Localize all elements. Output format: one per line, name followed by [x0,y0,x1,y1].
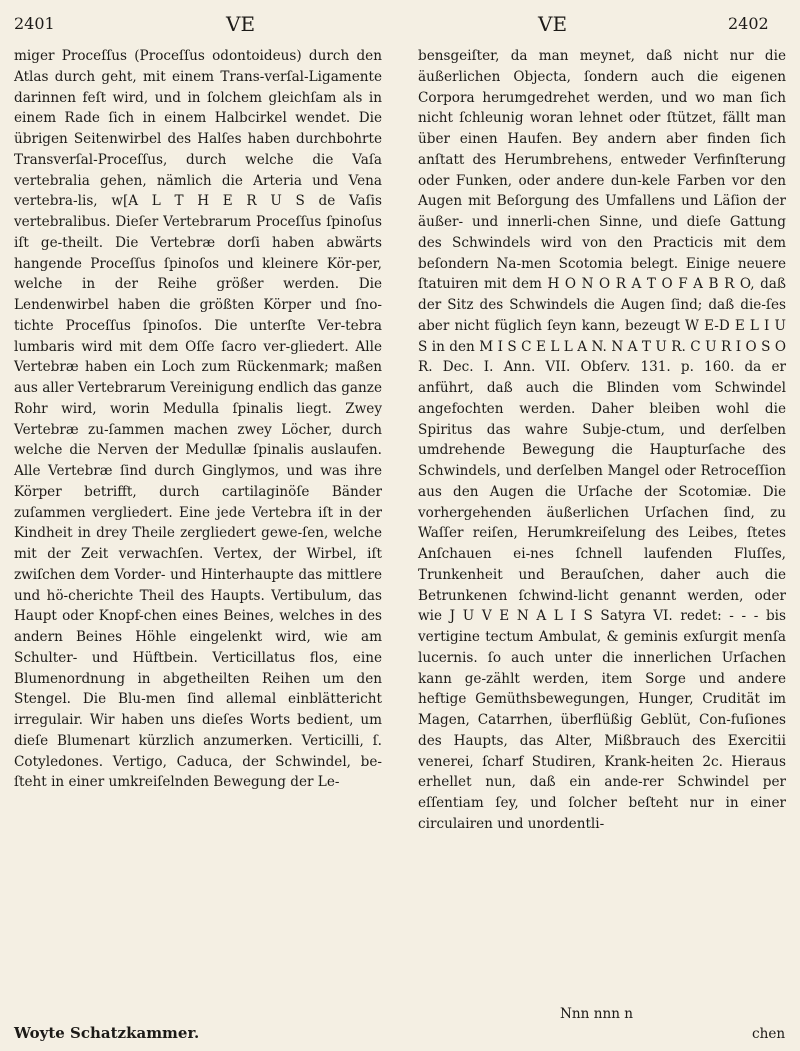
left-column-text: miger Proceſſus (Proceſſus odontoideus) durch den Atlas durch geht, mit einem Trans-verſal-Ligamente darinnen feſt wird, und in ſolchem gleichſam als in einem Rade ſich in einem Halbcirkel wendet. Die übrigen Seitenwirbel des Halſes haben durchbohrte Transverſal-Proceſſus, durch welche die Vaſa vertebralia gehen, nämlich die Arteria und Vena vertebra-lis, w[A L T H E R U S de Vaſis vertebralibus. Dieſer Vertebrarum Proceſſus ſpinoſus iſt ge-theilt. Die Vertebræ dorſi haben abwärts hangende Proceſſus ſpinoſos und kleinere Kör-per, welche in der Reihe größer werden. Die Lendenwirbel haben die größten Körper und ſno-tichte Proceſſus ſpinoſos. Die unterſte Ver-tebra lumbaris wird mit dem Oſſe ſacro ver-gliedert. Alle Vertebræ haben ein Loch zum Rückenmark; maßen aus aller Vertebrarum Vereinigung endlich das ganze Rohr wird, worin Medulla ſpinalis liegt. Zwey Vertebræ zu-ſammen machen zwey Löcher, durch welche die Nerven der Medullæ ſpinalis auslaufen. Alle Vertebræ ſind durch Ginglymos, und was ihre Körper betrifft, durch cartilaginöſe Bänder zuſammen vergliedert. Eine jede Vertebra iſt in der Kindheit in drey Theile zergliedert gewe-ſen, welche mit der Zeit verwachſen. Vertex, der Wirbel, iſt zwiſchen dem Vorder- und Hinterhaupte das mittlere und hö-cherichte Theil des Haupts. Vertibulum, das Haupt oder Knopf-chen eines Beines, welches in des andern Beines Höhle eingelenkt wird, wie am Schulter- und Hüftbein. Verticillatus flos, eine Blumenordnung in abgetheilten Reihen um den Stengel. Die Blu-men ſind allemal einblättericht irregulair. Wir haben uns dieſes Worts bedient, um dieſe Blumenart kürzlich anzumerken. Verticilli, ſ. Cotyledones. Vertigo, Caduca, der Schwindel, be-ſteht in einer umkreiſelnden Bewegung der Le- [14,48,382,791]
running-head-left: VE [226,12,256,36]
page-number-left: 2401 [14,14,55,33]
signature-mark: Nnn nnn n [560,1006,634,1022]
right-column [418,46,786,835]
left-column [14,46,382,793]
left-catchword: Woyte Schatzkammer. [14,1024,200,1042]
right-column-text: bensgeiſter, da man meynet, daß nicht nur die äußerlichen Objecta, ſondern auch die eigenen Corpora herumgedrehet werden, und wo man ſich nicht ſchleunig woran lehnet oder ſtützet, fällt man über einen Haufen. Bey andern aber finden ſich anſtatt des Herumbrehens, entweder Verfinſterung oder Funken, oder andere dun-kele Farben vor den Augen mit Beſorgung des Umfallens und Läſion der äußer- und innerli-chen Sinne, und dieſe Gattung des Schwindels wird von den Practicis mit dem beſondern Na-men Scotomia belegt. Einige neuere ſtatuiren mit dem H O N O R A T O F A B R O, daß der Sitz des Schwindels die Augen ſind; daß die-ſes aber nicht füglich ſeyn kann, bezeugt W E-D E L I U S in den M I S C E L L A N. N A T U R. C U R I O S O R. Dec. I. Ann. VII. Obſerv. 131. p. 160. da er anführt, daß auch die Blinden vom Schwindel angefochten werden. Daher bleiben wohl die Spiritus das wahre Subje-ctum, und derſelben umdrehende Bewegung die Haupturſache des Schwindels, und derſelben Mangel oder Retroceſſion aus den Augen die Urſache der Scotomiæ. Die vorhergehenden äußerlichen Urſachen ſind, zu Waſſer reiſen, Herumkreiſelung des Leibes, ſtetes Anſchauen ei-nes ſchnell laufenden Fluſſes, Trunkenheit und Berauſchen, daher auch die Betrunkenen ſchwind-licht genannt werden, oder wie J U V E N A L I S Satyra VI. redet: - - - bis vertigine tectum Ambulat, & geminis exſurgit menſa lucernis. ſo auch unter die innerlichen Urſachen kann ge-zählt werden, item Sorge und andere heftige Gemüthsbewegungen, Hunger, Crudität im Magen, Catarrhen, überflüßig Geblüt, Con-fuſiones des Haupts, das Alter, Mißbrauch des Exercitii venerei, ſcharf Studiren, Krank-heiten 2c. Hieraus erhellet nun, daß ein ande-rer Schwindel per eſſentiam ſey, und ſolcher beſteht nur in einer circulairen und unordentli- [418,48,786,832]
page-header [0,8,800,38]
right-catchword: chen [752,1026,786,1042]
page-number-right: 2402 [728,14,769,33]
running-head-right: VE [538,12,568,36]
